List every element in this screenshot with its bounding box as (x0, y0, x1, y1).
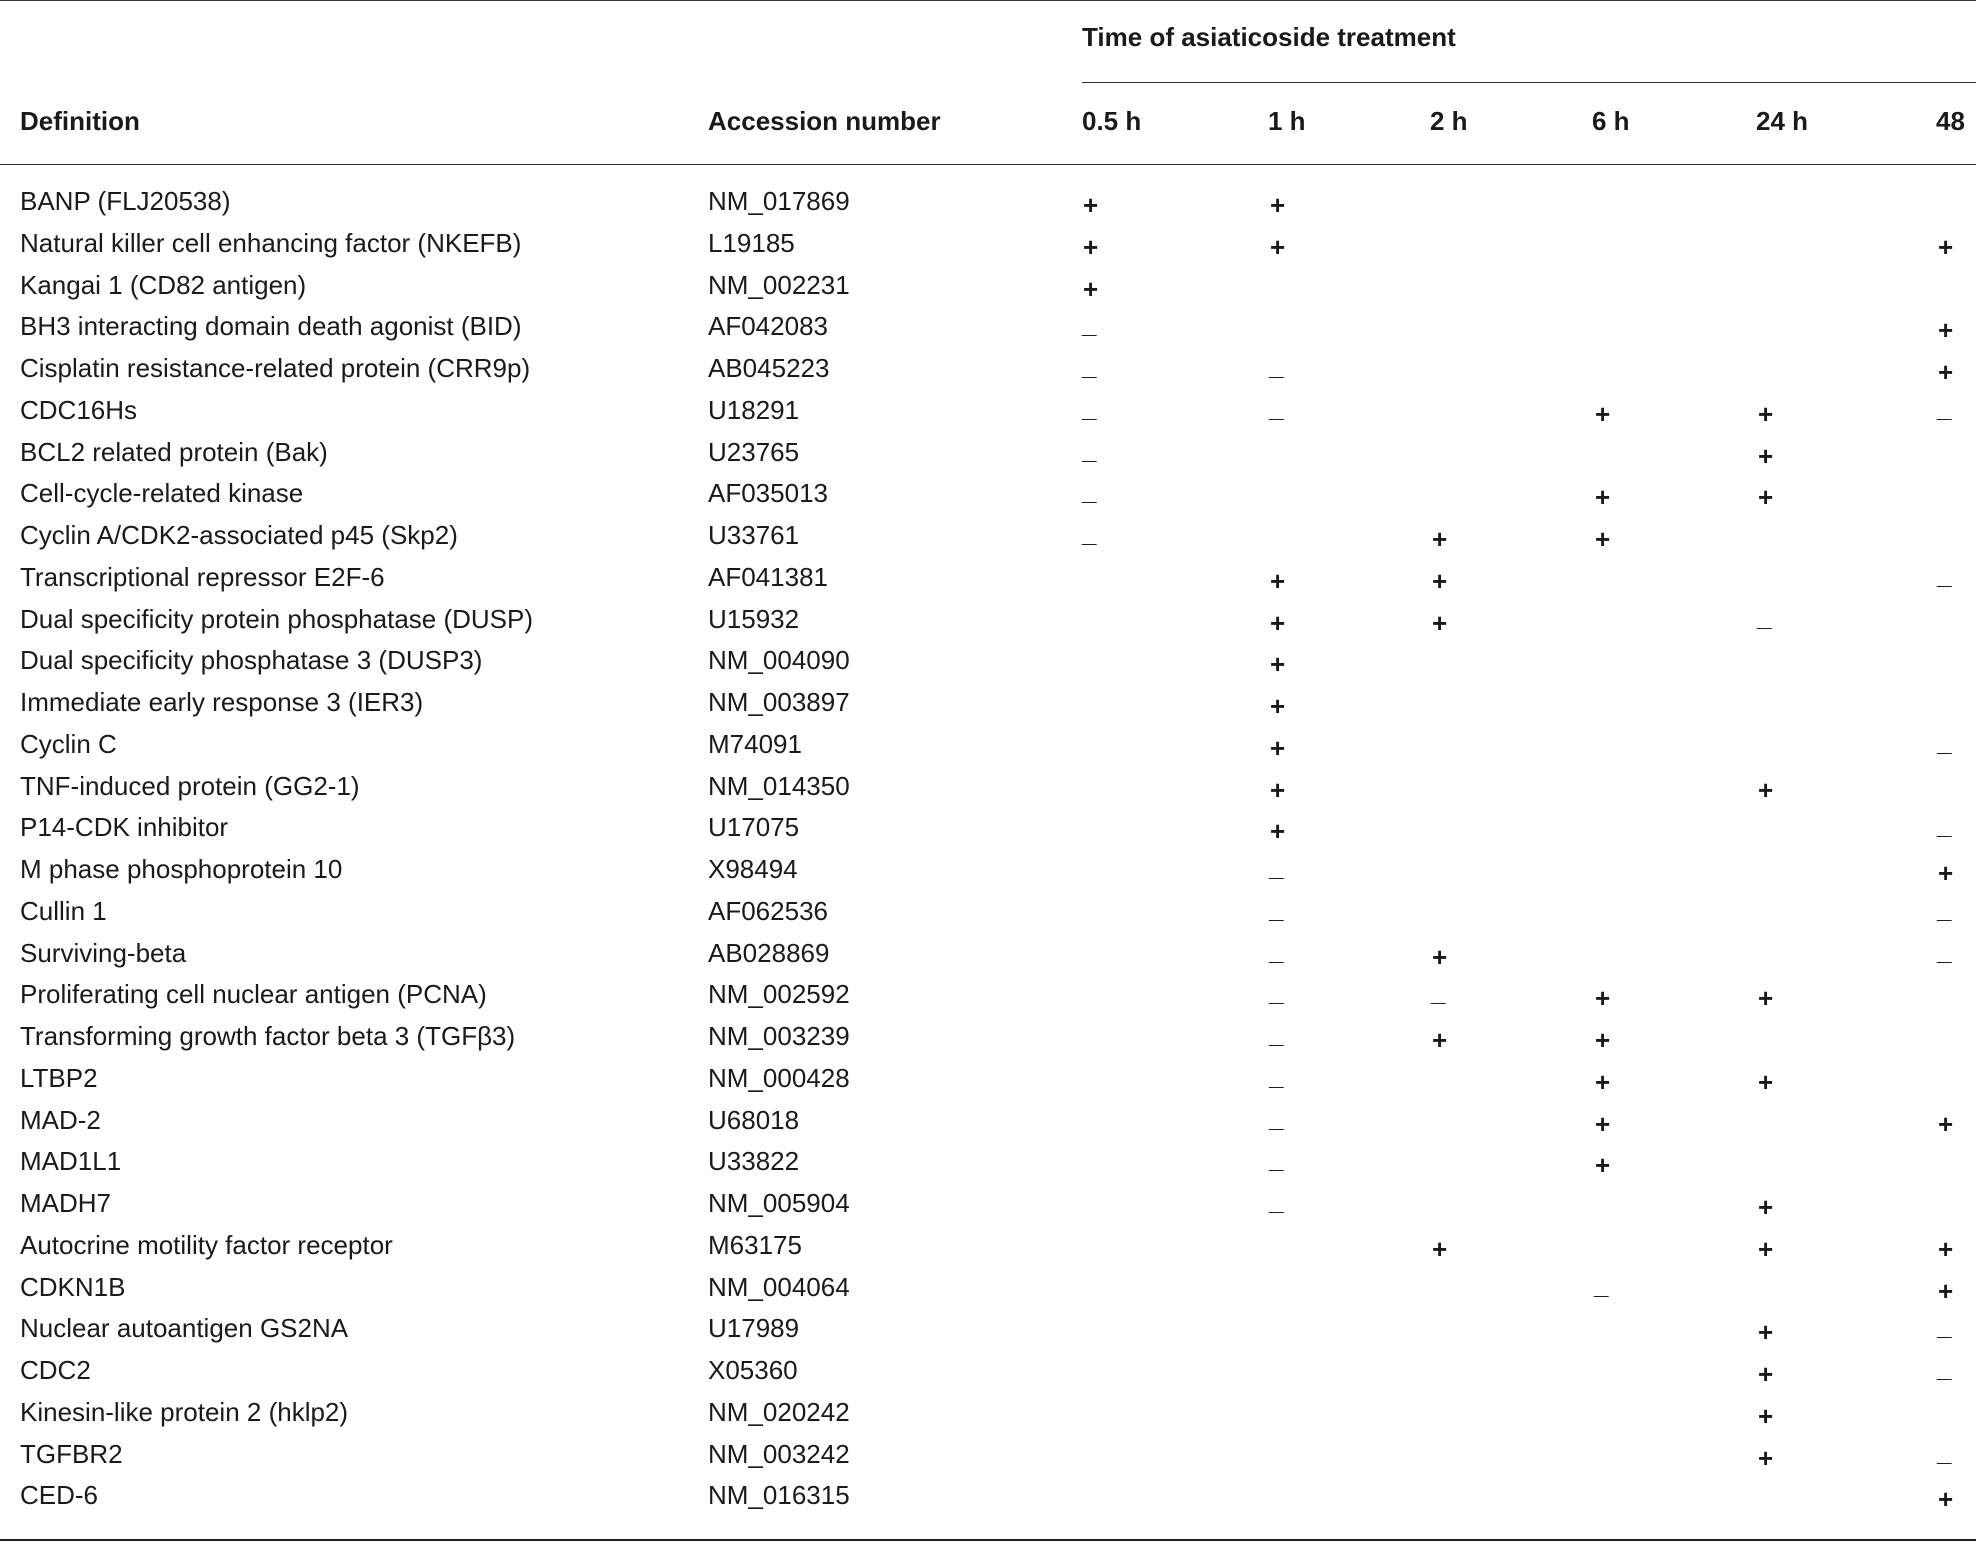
increase-mark: + (1432, 941, 1448, 972)
row-definition: Autocrine motility factor receptor (20, 1229, 393, 1260)
row-definition: LTBP2 (20, 1062, 98, 1093)
decrease-mark: _ (1269, 893, 1284, 924)
decrease-mark: _ (1082, 392, 1097, 423)
increase-mark: + (1595, 524, 1611, 554)
increase-mark: + (1432, 607, 1448, 638)
row-accession: AB028869 (708, 937, 830, 968)
decrease-mark: _ (1269, 1144, 1284, 1175)
row-definition: Dual specificity phosphatase 3 (DUSP3) (20, 645, 483, 676)
decrease-mark: _ (1757, 601, 1772, 632)
row-accession: NM_020242 (708, 1396, 850, 1427)
row-definition: Cyclin C (20, 728, 117, 759)
row-definition: CDKN1B (20, 1271, 126, 1302)
row-definition: CED-6 (20, 1480, 99, 1511)
row-accession: NM_016315 (708, 1480, 850, 1511)
increase-mark: + (1758, 1192, 1774, 1222)
row-accession: X05360 (708, 1355, 798, 1385)
row-definition: Kinesin-like protein 2 (hklp2) (20, 1396, 349, 1427)
header-time-1h: 1 h (1268, 106, 1306, 136)
row-definition: Transforming growth factor beta 3 (TGFβ3) (20, 1021, 516, 1051)
increase-mark: + (1432, 1025, 1448, 1055)
row-definition: BH3 interacting domain death agonist (BID) (20, 311, 522, 342)
row-accession: U33822 (708, 1146, 800, 1177)
row-accession: U23765 (708, 436, 800, 467)
row-accession: AF042083 (708, 311, 828, 342)
row-accession: NM_003239 (708, 1021, 850, 1051)
increase-mark: + (1758, 398, 1774, 429)
decrease-mark: _ (1269, 935, 1284, 966)
increase-mark: + (1758, 1400, 1774, 1431)
decrease-mark: _ (1937, 392, 1952, 423)
row-definition: CDC16Hs (20, 394, 138, 425)
decrease-mark: _ (1082, 309, 1097, 340)
increase-mark: + (1938, 1108, 1954, 1139)
header-time-0-5h: 0.5 h (1082, 106, 1142, 136)
increase-mark: + (1595, 1066, 1611, 1097)
row-accession: AB045223 (708, 353, 830, 383)
increase-mark: + (1595, 482, 1611, 513)
increase-mark: + (1938, 315, 1954, 346)
increase-mark: + (1432, 565, 1448, 596)
decrease-mark: _ (1937, 1353, 1952, 1383)
row-accession: U68018 (708, 1104, 800, 1135)
decrease-mark: _ (1269, 1186, 1284, 1216)
increase-mark: + (1758, 983, 1774, 1014)
bottom-rule (0, 1539, 1976, 1541)
increase-mark: + (1270, 607, 1286, 638)
header-time-48: 48 (1936, 106, 1965, 136)
increase-mark: + (1595, 398, 1611, 429)
decrease-mark: _ (1269, 1102, 1284, 1133)
row-accession: NM_000428 (708, 1062, 850, 1093)
decrease-mark: _ (1082, 476, 1097, 507)
decrease-mark: _ (1269, 1019, 1284, 1049)
header-time-6h: 6 h (1592, 106, 1630, 136)
row-accession: NM_004090 (708, 645, 850, 676)
decrease-mark: _ (1269, 852, 1284, 882)
decrease-mark: _ (1082, 351, 1097, 381)
increase-mark: + (1270, 774, 1286, 805)
increase-mark: + (1758, 1442, 1774, 1473)
increase-mark: + (1758, 1066, 1774, 1097)
header-rule (0, 164, 1976, 165)
row-accession: AF041381 (708, 561, 828, 592)
row-accession: U17989 (708, 1313, 800, 1344)
row-definition: Kangai 1 (CD82 antigen) (20, 269, 307, 300)
increase-mark: + (1270, 816, 1286, 847)
increase-mark: + (1758, 1233, 1774, 1264)
decrease-mark: _ (1082, 518, 1097, 548)
increase-mark: + (1938, 1233, 1954, 1264)
row-definition: MAD-2 (20, 1104, 101, 1135)
row-definition: Natural killer cell enhancing factor (NKEFB) (20, 227, 522, 258)
row-accession: NM_017869 (708, 186, 850, 216)
row-definition: Cyclin A/CDK2-associated p45 (Skp2) (20, 520, 458, 550)
increase-mark: + (1595, 983, 1611, 1014)
row-accession: U15932 (708, 603, 800, 634)
decrease-mark: _ (1937, 935, 1952, 966)
decrease-mark: _ (1937, 1311, 1952, 1342)
increase-mark: + (1938, 357, 1954, 387)
row-accession: X98494 (708, 854, 798, 884)
decrease-mark: _ (1269, 392, 1284, 423)
row-accession: NM_003897 (708, 687, 850, 717)
row-accession: L19185 (708, 227, 795, 258)
row-definition: TGFBR2 (20, 1438, 123, 1469)
increase-mark: + (1270, 231, 1286, 262)
increase-mark: + (1083, 231, 1099, 262)
row-definition: M phase phosphoprotein 10 (20, 854, 343, 884)
increase-mark: + (1083, 273, 1099, 304)
increase-mark: + (1938, 1484, 1954, 1515)
increase-mark: + (1432, 1233, 1448, 1264)
decrease-mark: _ (1937, 559, 1952, 590)
increase-mark: + (1270, 565, 1286, 596)
row-accession: AF035013 (708, 478, 828, 509)
increase-mark: + (1758, 440, 1774, 471)
increase-mark: + (1595, 1025, 1611, 1055)
decrease-mark: _ (1937, 726, 1952, 757)
header-definition: Definition (20, 106, 140, 136)
row-definition: MADH7 (20, 1188, 112, 1218)
decrease-mark: _ (1594, 1269, 1609, 1300)
row-accession: NM_014350 (708, 770, 850, 801)
row-accession: U18291 (708, 394, 800, 425)
increase-mark: + (1758, 774, 1774, 805)
row-accession: NM_005904 (708, 1188, 850, 1218)
row-definition: Cisplatin resistance-related protein (CRR9p) (20, 353, 531, 383)
row-accession: NM_003242 (708, 1438, 850, 1469)
spanning-header: Time of asiaticoside treatment (1082, 22, 1456, 52)
increase-mark: + (1758, 1317, 1774, 1348)
decrease-mark: _ (1269, 1060, 1284, 1091)
decrease-mark: _ (1269, 351, 1284, 381)
row-definition: Nuclear autoantigen GS2NA (20, 1313, 349, 1344)
row-definition: Cullin 1 (20, 895, 107, 926)
row-definition: Proliferating cell nuclear antigen (PCNA) (20, 979, 487, 1010)
increase-mark: + (1270, 649, 1286, 680)
row-accession: NM_002231 (708, 269, 850, 300)
decrease-mark: _ (1431, 977, 1446, 1008)
row-accession: M63175 (708, 1229, 802, 1260)
row-definition: Transcriptional repressor E2F-6 (20, 561, 385, 592)
decrease-mark: _ (1082, 434, 1097, 465)
increase-mark: + (1758, 482, 1774, 513)
decrease-mark: _ (1937, 810, 1952, 841)
row-definition: P14-CDK inhibitor (20, 812, 229, 843)
row-accession: NM_002592 (708, 979, 850, 1010)
header-accession: Accession number (708, 106, 941, 136)
row-accession: U33761 (708, 520, 800, 550)
header-time-2h: 2 h (1430, 106, 1468, 136)
row-definition: Surviving-beta (20, 937, 187, 968)
row-definition: TNF-induced protein (GG2-1) (20, 770, 360, 801)
increase-mark: + (1270, 190, 1286, 220)
increase-mark: + (1938, 231, 1954, 262)
row-definition: Immediate early response 3 (IER3) (20, 687, 424, 717)
spanning-header-rule (1082, 82, 1976, 83)
row-accession: AF062536 (708, 895, 828, 926)
decrease-mark: _ (1269, 977, 1284, 1008)
row-accession: U17075 (708, 812, 800, 843)
increase-mark: + (1758, 1359, 1774, 1389)
top-rule (0, 0, 1976, 1)
increase-mark: + (1270, 691, 1286, 721)
increase-mark: + (1595, 1150, 1611, 1181)
row-accession: M74091 (708, 728, 802, 759)
row-definition: MAD1L1 (20, 1146, 122, 1177)
increase-mark: + (1083, 190, 1099, 220)
decrease-mark: _ (1937, 1436, 1952, 1467)
increase-mark: + (1270, 732, 1286, 763)
row-definition: BANP (FLJ20538) (20, 186, 231, 216)
increase-mark: + (1595, 1108, 1611, 1139)
increase-mark: + (1432, 524, 1448, 554)
header-time-24h: 24 h (1756, 106, 1809, 136)
row-definition: Dual specificity protein phosphatase (DUSP) (20, 603, 534, 634)
decrease-mark: _ (1937, 893, 1952, 924)
row-definition: Cell-cycle-related kinase (20, 478, 304, 509)
row-definition: BCL2 related protein (Bak) (20, 436, 328, 467)
increase-mark: + (1938, 858, 1954, 888)
increase-mark: + (1938, 1275, 1954, 1306)
row-definition: CDC2 (20, 1355, 91, 1385)
row-accession: NM_004064 (708, 1271, 850, 1302)
